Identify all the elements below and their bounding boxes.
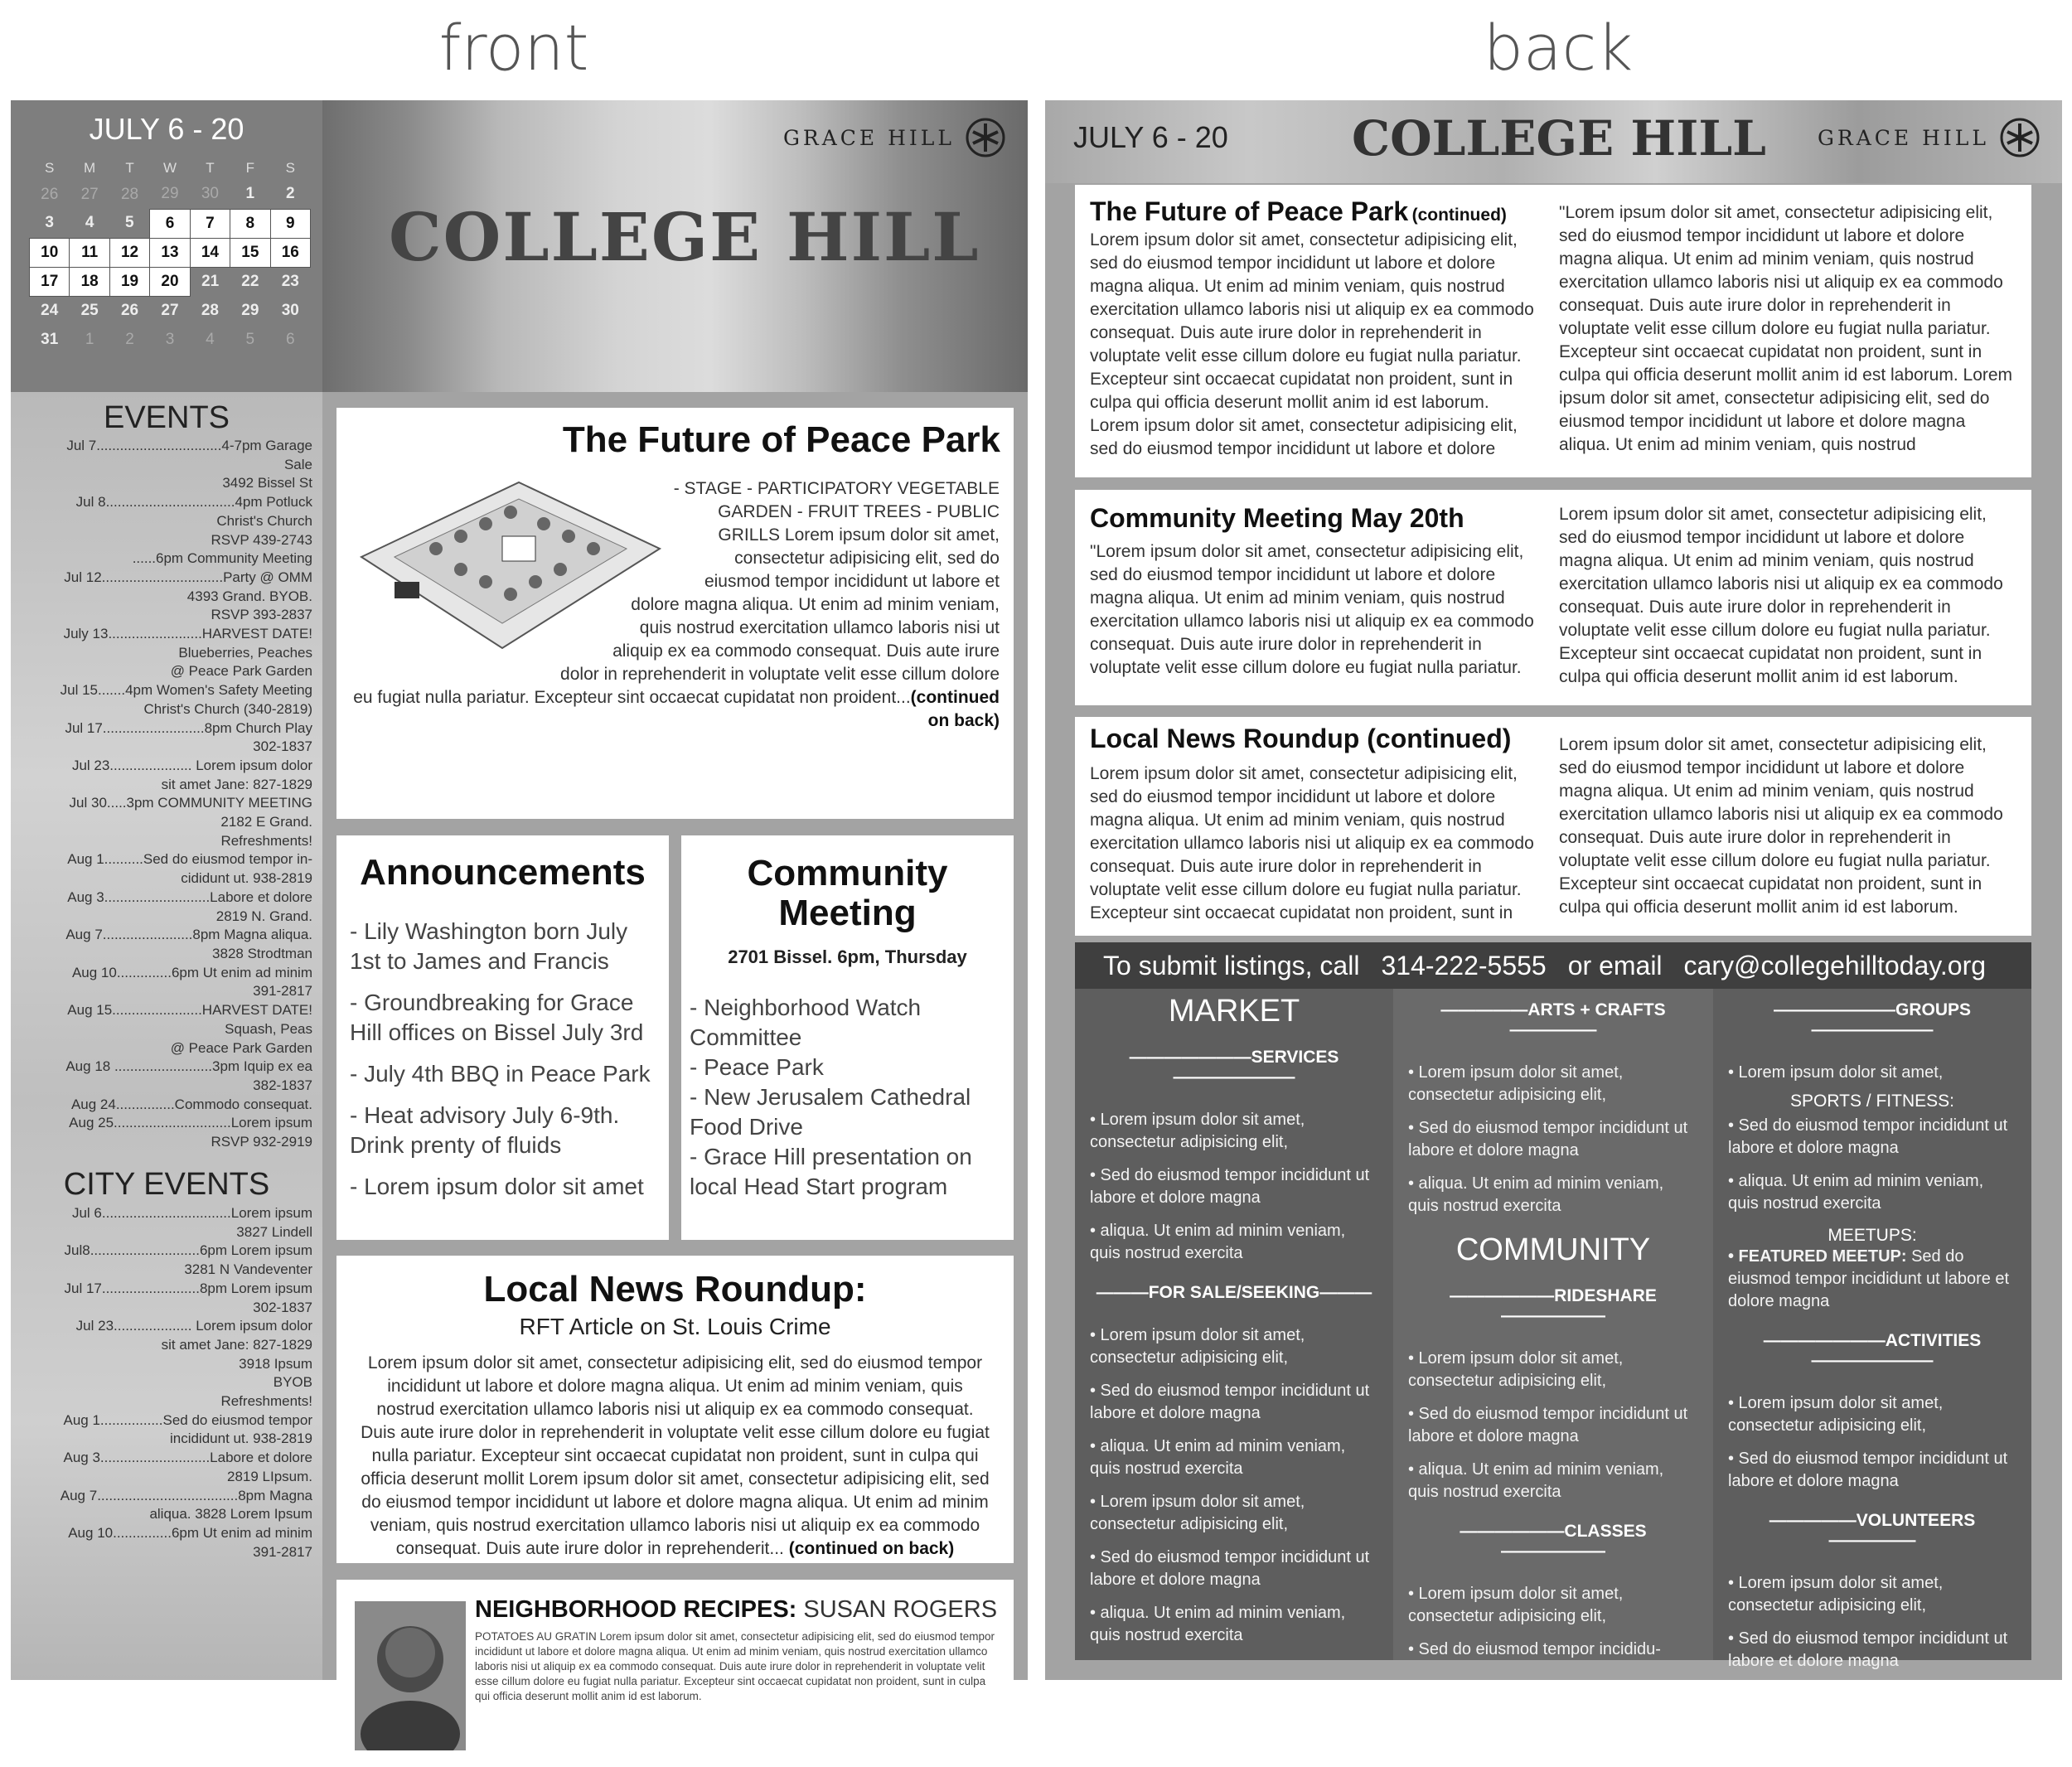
list-item: • Sed do eiusmod tempor incididunt ut labore et dolore magna [1090,1166,1370,1207]
calendar-day[interactable]: 12 [109,238,149,267]
list-item: • Sed do eiusmod tempor incididunt ut labore et dolore magna [1090,1548,1370,1589]
community-meeting-list [690,993,1005,1202]
calendar-day[interactable]: 2 [125,330,134,348]
recipes-box [336,1580,1014,1767]
list-item: • aliqua. Ut enim ad minim veniam, quis nostrud exercita [1090,1437,1346,1478]
calendar-day[interactable]: 28 [201,301,219,319]
calendar-day[interactable]: 14 [190,238,230,267]
back-grace-hill-icon [1999,117,2041,158]
calendar-day[interactable]: 3 [45,214,54,232]
calendar-day[interactable]: 5 [125,214,134,232]
list-item: Aug 3............................Labore et dolore 2819 LIpsum. [63,1450,312,1484]
calendar-day[interactable]: 29 [161,185,179,203]
list-item: - Neighborhood Watch Committee [690,995,922,1050]
meetups-header: MEETUPS: [1828,1226,1917,1245]
calendar-day[interactable]: 25 [80,301,99,319]
calendar-day[interactable]: 23 [281,272,299,290]
listings-col-market [1075,989,1393,1660]
forsale-header: ———FOR SALE/SEEKING——— [1096,1283,1372,1302]
calendar-day[interactable]: 18 [70,267,109,296]
services-list [1090,1109,1378,1265]
recipes-body: POTATOES AU GRATIN Lorem ipsum dolor sit amet, consectetur adipisicing elit, sed do eiusmod tempor incididunt ut labore et dolore magna aliqua. Ut enim ad minim veniam, quis nostrud exercitation ullamco laboris nisi ut aliquip ex ea commodo consequat. Duis aute irure dolor in reprehenderit in voluptate velit esse cillum dolore eu fugiat nulla pariatur. Excepteur sint occaecat cupidatat non proident, sunt in culpa qui officia deserunt mollit anim id est laborum. [475,1630,995,1702]
back-news-left: Lorem ipsum dolor sit amet, consectetur adipisicing elit, sed do eiusmod tempor incididunt ut labore et dolore magna aliqua. Ut enim ad minim veniam, quis nostrud exercitation ullamco laboris nisi ut aliquip ex ea commodo consequat. Duis aute irure dolor in reprehenderit in voluptate velit esse cillum dolore eu fugiat nulla pariatur. Excepteur sint occaecat cupidatat non proident, sunt in [1090,764,1534,922]
calendar-day[interactable]: 20 [150,267,190,296]
rideshare-list [1408,1348,1698,1503]
city-events-list [22,1204,312,1561]
events-list [22,437,312,1152]
back-peace-left: Lorem ipsum dolor sit amet, consectetur adipisicing elit, sed do eiusmod tempor incididunt ut labore et dolore magna aliqua. Ut enim ad minim veniam, quis nostrud exercitation ullamco laboris nisi ut aliquip ex ea commodo consequat. Duis aute irure dolor in reprehenderit in voluptate velit esse cillum dolore eu fugiat nulla pariatur. Excepteur sint occaecat cupidatat non proident, sunt in culpa qui officia deserunt mollit anim id est laborum. Lorem ipsum dolor sit amet, consectetur adipisicing elit, sed do eiusmod tempor incididunt ut labore et dolore [1090,230,1534,458]
list-item: • Sed do eiusmod tempor incididunt ut labore et dolore magna [1090,1382,1370,1422]
grace-hill-logo [783,117,1006,158]
list-item: Jul8............................6pm Lorem ipsum 3281 N Vandeventer [64,1242,312,1278]
activities-list [1728,1392,2016,1493]
back-peace-cont: (continued) [1411,206,1507,225]
groups-first: • Lorem ipsum dolor sit amet, [1728,1063,1944,1082]
calendar-day-header: F [245,160,255,176]
list-item: • Sed do eiusmod tempor incididunt ut labore et dolore magna [1728,1629,2008,1670]
calendar-day[interactable]: 29 [241,301,259,319]
list-item: • aliqua. Ut enim ad minim veniam, quis nostrud exercita [1408,1460,1664,1501]
list-item: • Lorem ipsum dolor sit amet, consectetur adipisicing elit, [1090,1326,1305,1367]
susan-rogers-photo [355,1601,466,1750]
submit-email[interactable]: cary@collegehilltoday.org [1683,950,1987,980]
list-item: Aug 10...............6pm Ut enim ad minim 391-2817 [68,1524,312,1560]
list-item: - New Jerusalem Cathedral Food Drive [690,1084,971,1140]
list-item: Aug 1..........Sed do eiusmod tempor in- cididunt ut. 938-2819 [67,851,312,887]
meetup-text: Sed do eiusmod tempor incididunt ut labore et dolore magna [1728,1247,2010,1310]
local-news-title: Local News Roundup: [483,1269,867,1310]
list-item: • aliqua. Ut enim ad minim veniam, quis nostrud exercita [1728,1172,1984,1213]
calendar-day[interactable]: 27 [161,301,179,319]
back-header-photo [1045,100,2062,183]
calendar-day-header: W [162,160,177,176]
list-item: Jul 17.........................8pm Lorem ipsum 302-1837 [64,1280,312,1315]
calendar-day[interactable]: 19 [109,267,149,296]
list-item: Jul 12...............................Party @ OMM 4393 Grand. BYOB. RSVP 393-2837 [64,569,312,623]
list-item: Jul 23..................... Lorem ipsum dolor sit amet Jane: 827-1829 [71,757,312,792]
back-label: back [1483,11,1634,85]
local-news-body: Lorem ipsum dolor sit amet, consectetur adipisicing elit, sed do eiusmod tempor incididunt ut labore et dolore magna aliqua. Ut enim ad minim veniam, quis nostrud exercitation ullamco laboris nisi ut aliquip ex ea commodo consequat. Duis aute irure dolor in reprehenderit in voluptate velit esse cillum dolore eu fugiat nulla pariatur. Excepteur sint occaecat cupidatat non proident, sunt in culpa qui officia deserunt mollit Lorem ipsum dolor sit amet, consectetur adipisicing elit, sed do eiusmod tempor incididunt ut labore et dolore magna aliqua. Ut enim ad minim veniam, quis nostrud exercitation ullamco laboris nisi ut aliquip ex ea commodo consequat. Duis aute irure dolor in reprehenderit... [361,1353,990,1558]
groups-header: ———————GROUPS——————— [1773,1000,1971,1039]
submit-mid: or email [1567,950,1663,980]
recipes-author: SUSAN ROGERS [803,1596,998,1623]
calendar-grid [29,157,311,354]
calendar-day[interactable]: 9 [270,209,310,238]
calendar-day[interactable]: 10 [30,238,70,267]
list-item: Jul 17..........................8pm Church Play 302-1837 [65,719,312,755]
list-item: • Lorem ipsum dolor sit amet, consectetur adipisicing elit, [1408,1585,1624,1625]
listings-col-community [1393,989,1713,1660]
list-item: • Sed do eiusmod tempor incididunt ut labore et dolore magna [1728,1450,2008,1490]
submit-phone[interactable]: 314-222-5555 [1381,950,1547,980]
list-item: • Lorem ipsum dolor sit amet, consectetur adipisicing elit, [1728,1394,1944,1435]
list-item: - Lorem ipsum dolor sit amet [350,1174,644,1199]
calendar-day-header: T [125,160,134,176]
list-item: - Peace Park [690,1054,824,1080]
list-item: - Grace Hill presentation on local Head Start program [690,1144,972,1199]
back-meeting-title: Community Meeting May 20th [1090,503,1464,533]
list-item: Jul 15.......4pm Women's Safety Meeting Christ's Church (340-2819) [60,682,312,717]
listings [1075,989,2031,1670]
submit-lead: To submit listings, call [1103,950,1360,980]
list-item: • Lorem ipsum dolor sit amet, consectetur adipisicing elit, [1408,1349,1624,1390]
volunteers-header: —————VOLUNTEERS————— [1769,1511,1976,1550]
list-item: - Heat advisory July 6-9th. Drink prenty of fluids [350,1102,620,1158]
list-item: • Lorem ipsum dolor sit amet, consectetur adipisicing elit, [1728,1574,1944,1615]
calendar-day-header: S [45,160,55,176]
activities-header: ———————ACTIVITIES——————— [1763,1331,1982,1370]
list-item: Aug 25..............................Lorem ipsum RSVP 932-2919 [69,1115,312,1150]
list-item: • aliqua. Ut enim ad minim veniam, quis nostrud exercita [1408,1174,1664,1215]
calendar-day[interactable]: 6 [285,330,295,348]
announcements-list [350,917,656,1202]
calendar-day-header: T [206,160,215,176]
peace-park-body: - STAGE - PARTICIPATORY VEGETABLE GARDEN - FRUIT TREES - PUBLIC GRILLS Lorem ipsum dolor sit amet, consectetur adipisicing elit, sed do eiusmod tempor incididunt ut labore et dolore magna aliqua. Ut enim ad minim veniam, quis nostrud exercitation ullamco laboris nisi ut aliquip ex ea commodo consequat. Duis aute irure dolor in reprehenderit in voluptate velit esse cillum dolore eu fugiat nulla pariatur. Excepteur sint occaecat cupidatat non proident... [353,479,1000,707]
list-item: ......6pm Community Meeting [132,550,312,567]
grace-hill-icon [965,117,1006,158]
calendar-day[interactable]: 1 [245,185,255,203]
submit-bar [1075,942,2031,989]
list-item: • Sed do eiusmod tempor incididunt ut labore et dolore magna [1408,1405,1688,1445]
list-item: Aug 24...............Commodo consequat. [70,1096,312,1112]
list-item: • Sed do eiusmod tempor incididu- [1408,1640,1661,1658]
date-range: JULY 6 - 20 [89,112,244,146]
calendar-day-header: M [84,160,96,176]
announcements-box [336,835,669,1240]
calendar-day[interactable]: 2 [285,185,295,203]
peace-park-more[interactable]: (continued on back) [910,688,1000,730]
peace-park-title: The Future of Peace Park [562,419,1000,460]
calendar-day[interactable]: 30 [201,185,219,203]
list-item: • Lorem ipsum dolor sit amet, consectetur adipisicing elit, [1090,1493,1305,1533]
list-item: Jul 7................................4-7pm Garage Sale 3492 Bissel St [66,438,312,491]
back-grace-hill-logo [1818,117,2041,158]
back-date-range: JULY 6 - 20 [1073,120,1228,154]
arts-header: —————ARTS + CRAFTS————— [1440,1000,1666,1039]
list-item: - Lily Washington born July 1st to James and Francis [350,918,628,974]
back-grace-hill-text: GRACE HILL [1817,125,1989,150]
list-item: Aug 10..............6pm Ut enim ad minim 391-2817 [71,964,312,1000]
back-news-title: Local News Roundup (continued) [1090,724,1512,753]
list-item: Jul 8.................................4pm Potluck Christ's Church RSVP 439-2743 [75,494,312,548]
calendar-day[interactable]: 31 [41,330,59,348]
classes-header: ——————CLASSES—————— [1460,1522,1647,1561]
back-peace-box [1075,185,2031,477]
services-header: ———————SERVICES——————— [1129,1048,1339,1087]
meetup-label: • FEATURED MEETUP: [1728,1247,1907,1266]
list-item: Aug 7.......................8pm Magna aliqua. 3828 Strodtman [65,927,312,961]
front-label: front [438,11,589,85]
market-title: MARKET [1168,994,1300,1029]
list-item: Aug 15.......................HARVEST DATE! Squash, Peas @ Peace Park Garden [67,1002,312,1056]
calendar-day[interactable]: 26 [120,301,139,319]
list-item: Aug 3...........................Labore et dolore 2819 N. Grand. [67,888,312,924]
arts-list [1408,1062,1698,1218]
back-masthead-title: COLLEGE HILL [1352,110,1766,167]
calendar-day[interactable]: 5 [245,330,255,348]
list-item: • Lorem ipsum dolor sit amet, consectetur adipisicing elit, [1090,1111,1305,1151]
list-item: • Sed do eiusmod tempor incididunt ut labore et dolore magna [1408,1119,1688,1159]
calendar-day[interactable]: 7 [190,209,230,238]
city-events-title: CITY EVENTS [63,1167,270,1202]
classes-list [1408,1583,1698,1661]
back-meeting-box [1075,490,2031,705]
masthead-title: COLLEGE HILL [389,198,980,276]
forsale-list [1090,1324,1378,1647]
list-item: Jul 30.....3pm COMMUNITY MEETING 2182 E Grand. Refreshments! [69,795,312,849]
grace-hill-text: GRACE HILL [782,125,955,150]
community-meeting-sub: 2701 Bissel. 6pm, Thursday [728,946,967,967]
list-item: Jul 6.................................Lorem ipsum 3827 Lindell [71,1205,312,1240]
list-item: Aug 7....................................8pm Magna aliqua. 3828 Lorem Ipsum [60,1487,312,1523]
community-title: COMMUNITY [1455,1232,1651,1267]
volunteers-list [1728,1572,2016,1673]
calendar-day[interactable]: 4 [85,214,94,232]
calendar-day[interactable]: 26 [41,185,59,203]
back-page [1045,100,2062,1680]
calendar [11,100,322,392]
calendar-day[interactable]: 3 [165,330,175,348]
rideshare-header: ——————RIDESHARE—————— [1450,1286,1657,1325]
sports-header: SPORTS / FITNESS: [1790,1092,1954,1111]
calendar-day-header: S [285,160,295,176]
calendar-day[interactable]: 22 [241,272,259,290]
back-news-box [1075,717,2031,936]
calendar-day[interactable]: 8 [230,209,270,238]
list-item: • Sed do eiusmod tempor incididunt ut labore et dolore magna [1728,1116,2008,1157]
back-peace-title: The Future of Peace Park [1090,196,1409,226]
community-meeting-title: Community Meeting [747,853,948,933]
local-news-box [336,1256,1014,1563]
calendar-day[interactable]: 17 [30,267,70,296]
calendar-day[interactable]: 28 [120,185,139,203]
calendar-day[interactable]: 6 [150,209,190,238]
list-item: - Groundbreaking for Grace Hill offices on Bissel July 3rd [350,990,644,1045]
calendar-day[interactable]: 1 [85,330,94,348]
back-meeting-right: Lorem ipsum dolor sit amet, consectetur adipisicing elit, sed do eiusmod tempor incididunt ut labore et dolore magna aliqua. Ut enim ad minim veniam, quis nostrud exercitation ullamco laboris nisi ut aliquip ex ea commodo consequat. Duis aute irure dolor in reprehenderit in voluptate velit esse cillum dolore eu fugiat nulla pariatur. Excepteur sint occaecat cupidatat non proident, sunt in culpa qui officia deserunt mollit anim id est laborum. [1559,505,2003,686]
list-item: • Lorem ipsum dolor sit amet, consectetur adipisicing elit, [1408,1063,1624,1104]
header-photo [322,100,1028,392]
calendar-day[interactable]: 13 [150,238,190,267]
list-item: Aug 1................Sed do eiusmod tempor incididunt ut. 938-2819 [63,1411,312,1447]
calendar-day[interactable]: 21 [201,272,220,290]
listings-col-groups [1713,989,2031,1670]
list-item: • aliqua. Ut enim ad minim veniam, quis nostrud exercita [1090,1604,1346,1644]
events-title: EVENTS [103,400,230,435]
calendar-day[interactable]: 30 [281,301,299,319]
announcements-title: Announcements [360,852,646,893]
calendar-day[interactable]: 11 [70,238,109,267]
calendar-day[interactable]: 24 [41,301,59,319]
local-news-more[interactable]: (continued on back) [788,1539,955,1558]
sports-list [1728,1115,2016,1215]
community-meeting-box [681,835,1014,1240]
calendar-day[interactable]: 15 [230,238,270,267]
peace-park-box [336,408,1014,819]
calendar-day[interactable]: 27 [80,185,99,203]
back-peace-right: "Lorem ipsum dolor sit amet, consectetur adipisicing elit, sed do eiusmod tempor incididunt ut labore et dolore magna aliqua. Ut enim ad minim veniam, quis nostrud exercitation ullamco laboris nisi ut aliquip ex ea commodo consequat. Duis aute irure dolor in reprehenderit in voluptate velit esse cillum dolore eu fugiat nulla pariatur. Excepteur sint occaecat cupidatat non proident, sunt in culpa qui officia deserunt mollit anim id est laborum. Lorem ipsum dolor sit amet, consectetur adipisicing elit, sed do eiusmod tempor incididunt ut labore et dolore magna aliqua. Ut enim ad minim veniam, quis nostrud [1559,203,2013,454]
list-item: Jul 23.................... Lorem ipsum dolor sit amet Jane: 827-1829 3918 Ipsum BYOB Refreshments! [75,1318,312,1410]
back-meeting-left: "Lorem ipsum dolor sit amet, consectetur adipisicing elit, sed do eiusmod tempor incididunt ut labore et dolore magna aliqua. Ut enim ad minim veniam, quis nostrud exercitation ullamco laboris nisi ut aliquip ex ea commodo consequat. Duis aute irure dolor in reprehenderit in voluptate velit esse cillum dolore eu fugiat nulla pariatur. [1090,542,1534,677]
calendar-day[interactable]: 4 [206,330,215,348]
local-news-sub: RFT Article on St. Louis Crime [519,1314,831,1339]
list-item: - July 4th BBQ in Peace Park [350,1061,651,1087]
list-item: Aug 18 .........................3pm Iquip ex ea 382-1837 [65,1058,312,1093]
list-item: • aliqua. Ut enim ad minim veniam, quis nostrud exercita [1090,1222,1346,1262]
back-news-right: Lorem ipsum dolor sit amet, consectetur adipisicing elit, sed do eiusmod tempor incididunt ut labore et dolore magna aliqua. Ut enim ad minim veniam, quis nostrud exercitation ullamco laboris nisi ut aliquip ex ea commodo consequat. Duis aute irure dolor in reprehenderit in voluptate velit esse cillum dolore eu fugiat nulla pariatur. Excepteur sint occaecat cupidatat non proident, sunt in culpa qui officia deserunt mollit anim id est laborum. [1559,735,2003,917]
calendar-day[interactable]: 16 [270,238,310,267]
list-item: July 13........................HARVEST DATE! Blueberries, Peaches @ Peace Park Garden [63,626,312,680]
events-sidebar [11,392,322,1680]
recipes-title: NEIGHBORHOOD RECIPES: [475,1596,797,1623]
front-page [11,100,1028,1702]
